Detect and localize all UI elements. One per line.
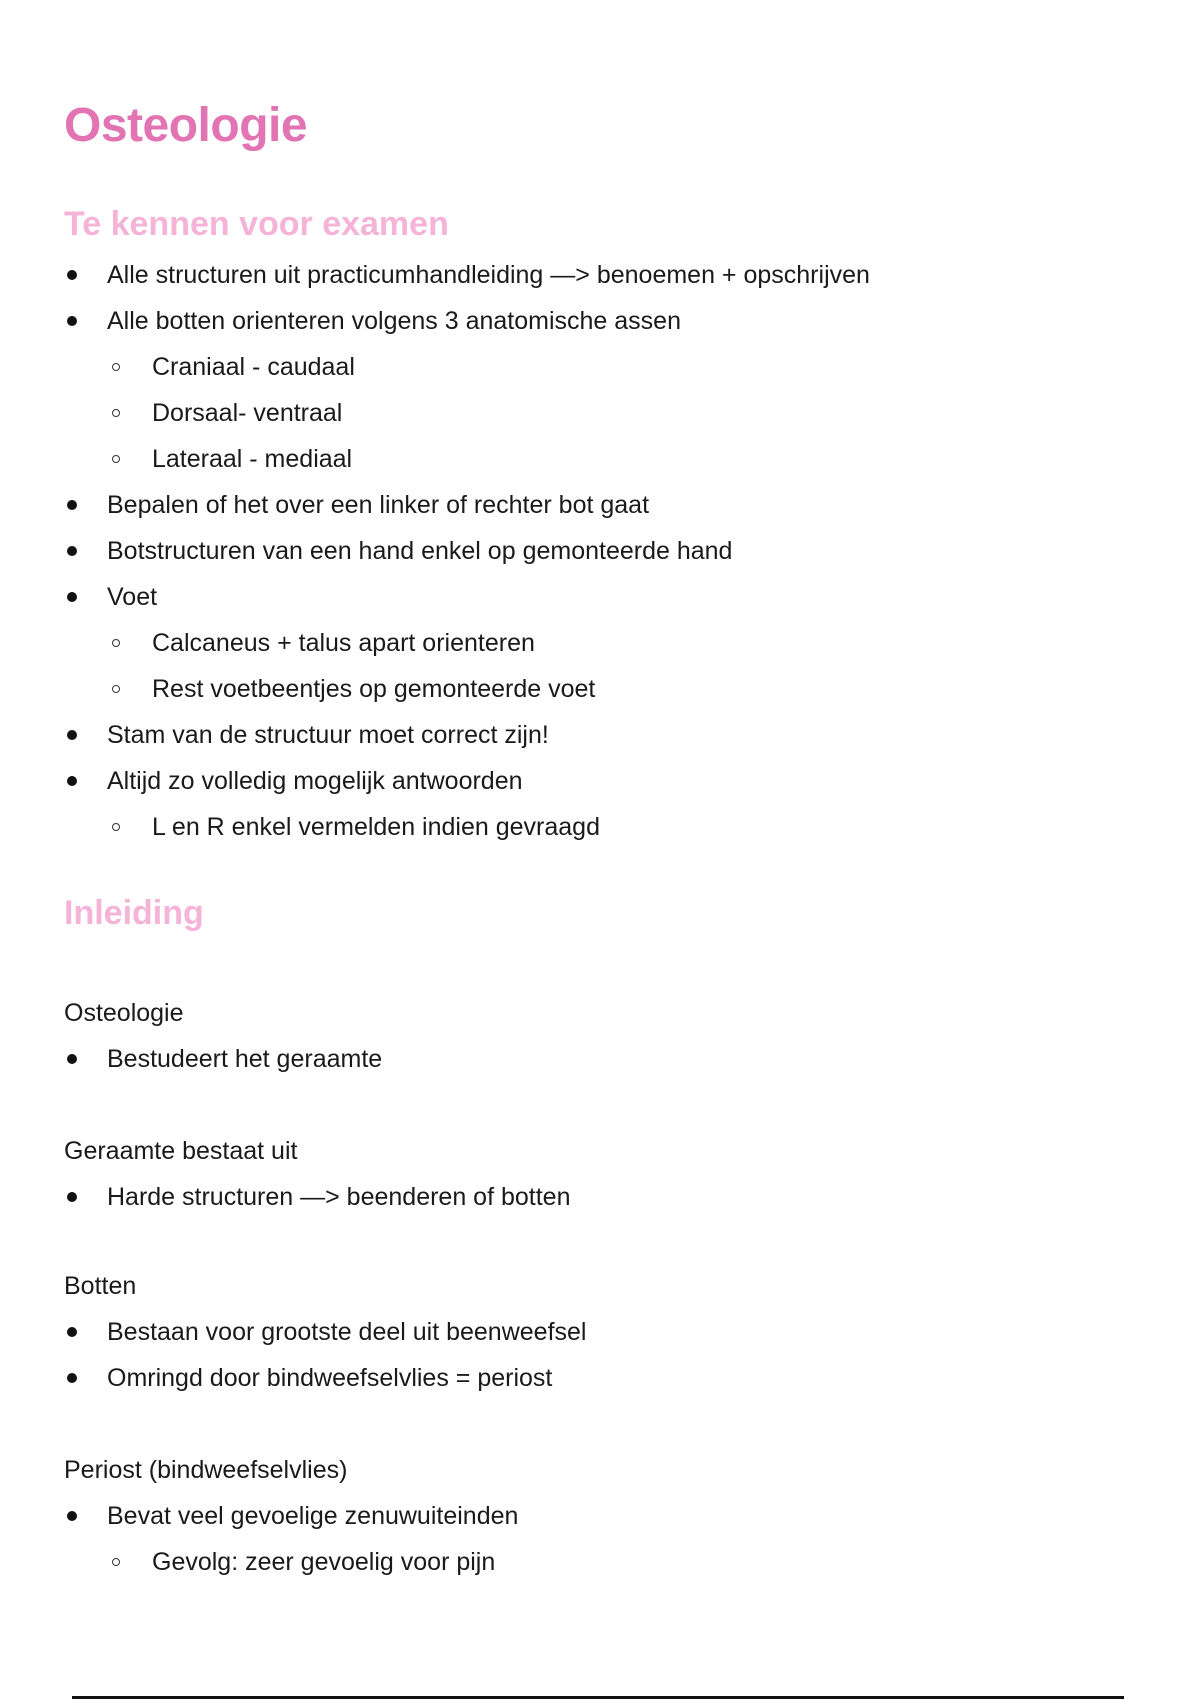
bullet-icon	[64, 255, 80, 295]
bullet-icon	[64, 1312, 80, 1352]
list-item-text: Voet	[107, 583, 158, 611]
paragraph-label: Botten	[64, 1272, 137, 1300]
section-heading-exam: Te kennen voor examen	[64, 205, 449, 243]
list-subitem-text: L en R enkel vermelden indien gevraagd	[152, 813, 600, 841]
list-item-text: Altijd zo volledig mogelijk antwoorden	[107, 767, 523, 795]
list-subitem-text: Lateraal - mediaal	[152, 445, 353, 473]
hollow-bullet-icon	[108, 807, 124, 847]
list-item-text: Harde structuren —> beenderen of botten	[107, 1183, 571, 1211]
hollow-bullet-icon	[108, 669, 124, 709]
list-subitem-text: Dorsaal- ventraal	[152, 399, 343, 427]
list-subitem-text: Craniaal - caudaal	[152, 353, 355, 381]
bullet-icon	[64, 1177, 80, 1217]
list-subitem-text: Rest voetbeentjes op gemonteerde voet	[152, 675, 596, 703]
list-item-text: Bepalen of het over een linker of rechter bot gaat	[107, 491, 650, 519]
hollow-bullet-icon	[108, 1542, 124, 1582]
hollow-bullet-icon	[108, 393, 124, 433]
bullet-icon	[64, 577, 80, 617]
list-item-text: Bestudeert het geraamte	[107, 1045, 383, 1073]
section-heading-inleiding: Inleiding	[64, 894, 204, 932]
paragraph-label: Geraamte bestaat uit	[64, 1137, 298, 1165]
list-subitem-text: Calcaneus + talus apart orienteren	[152, 629, 535, 657]
list-item-text: Alle structuren uit practicumhandleiding —> benoemen + opschrijven	[107, 261, 870, 289]
hollow-bullet-icon	[108, 623, 124, 663]
bullet-icon	[64, 485, 80, 525]
bullet-icon	[64, 761, 80, 801]
list-item-text: Omringd door bindweefselvlies = periost	[107, 1364, 553, 1392]
page-title: Osteologie	[64, 99, 308, 152]
bullet-icon	[64, 1496, 80, 1536]
list-item-text: Botstructuren van een hand enkel op gemonteerde hand	[107, 537, 733, 565]
list-item-text: Alle botten orienteren volgens 3 anatomische assen	[107, 307, 681, 335]
hollow-bullet-icon	[108, 347, 124, 387]
hollow-bullet-icon	[108, 439, 124, 479]
bullet-icon	[64, 301, 80, 341]
bullet-icon	[64, 1358, 80, 1398]
page-divider	[72, 1696, 1124, 1699]
list-item-text: Bevat veel gevoelige zenuwuiteinden	[107, 1502, 519, 1530]
bullet-icon	[64, 531, 80, 571]
bullet-icon	[64, 1039, 80, 1079]
list-item-text: Bestaan voor grootste deel uit beenweefsel	[107, 1318, 587, 1346]
list-subitem-text: Gevolg: zeer gevoelig voor pijn	[152, 1548, 496, 1576]
paragraph-label: Osteologie	[64, 999, 184, 1027]
bullet-icon	[64, 715, 80, 755]
paragraph-label: Periost (bindweefselvlies)	[64, 1456, 348, 1484]
list-item-text: Stam van de structuur moet correct zijn!	[107, 721, 549, 749]
